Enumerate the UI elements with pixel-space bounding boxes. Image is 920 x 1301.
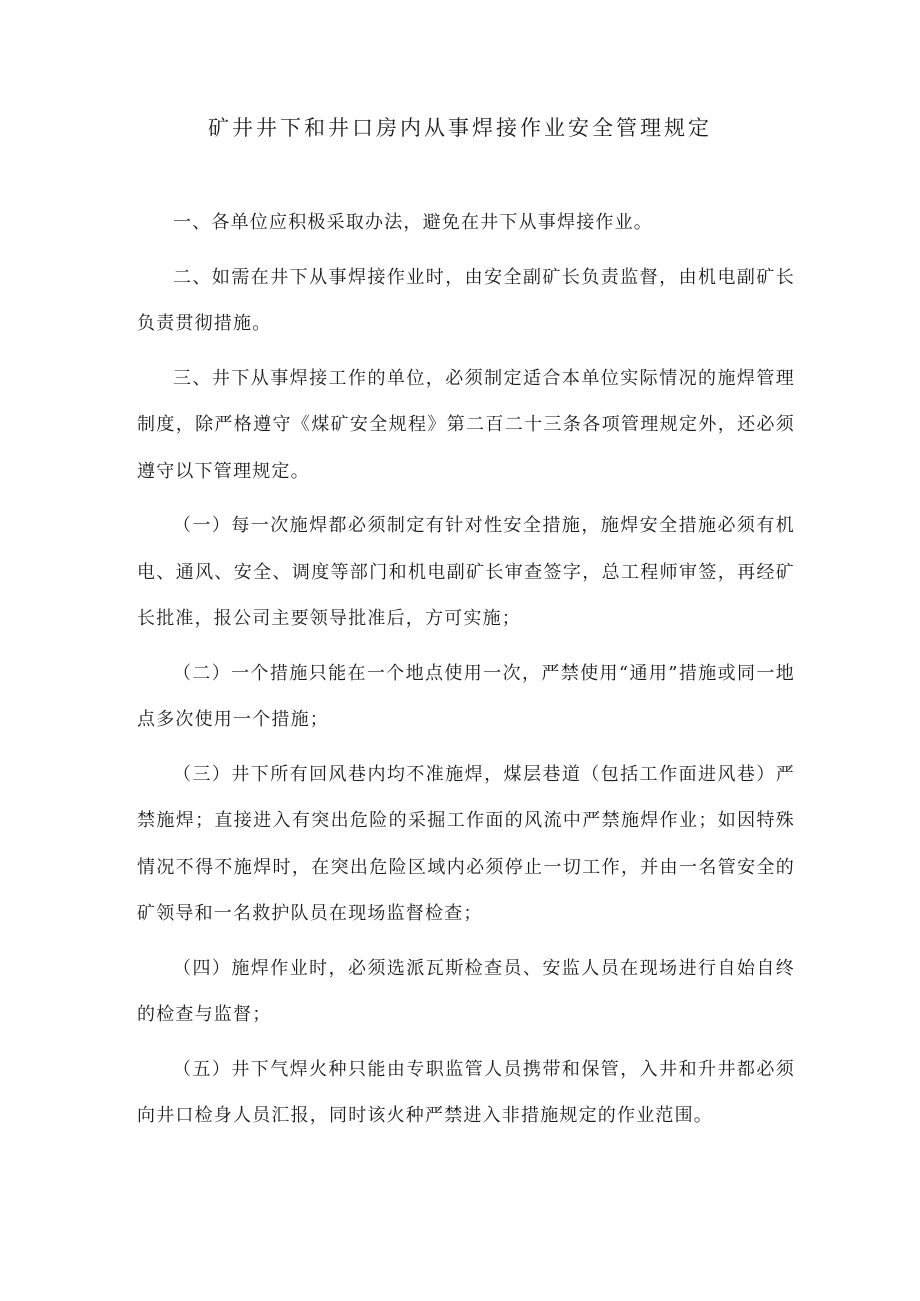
paragraph-2: 二、如需在井下从事焊接作业时，由安全副矿长负责监督，由机电副矿长负责贯彻措施。: [137, 266, 795, 334]
paragraph-7: （四）施焊作业时，必须选派瓦斯检查员、安监人员在现场进行自始自终的检查与监督；: [137, 957, 795, 1025]
paragraph-3: 三、井下从事焊接工作的单位，必须制定适合本单位实际情况的施焊管理制度，除严格遵守《煤矿安全规程》第二百二十三条各项管理规定外，还必须遵守以下管理规定。: [137, 367, 795, 482]
paragraph-5: （二）一个措施只能在一个地点使用一次，严禁使用“通用”措施或同一地点多次使用一个措施；: [137, 662, 795, 730]
paragraph-6: （三）井下所有回风巷内均不准施焊，煤层巷道（包括工作面进风巷）严禁施焊；直接进入有突出危险的采掘工作面的风流中严禁施焊作业；如因特殊情况不得不施焊时，在突出危险区域内必须停止一切工作，并由一名管安全的矿领导和一名救护队员在现场监督检查；: [137, 763, 795, 924]
paragraph-4: （一）每一次施焊都必须制定有针对性安全措施，施焊安全措施必须有机电、通风、安全、调度等部门和机电副矿长审查签字，总工程师审签，再经矿长批准，报公司主要领导批准后，方可实施；: [137, 515, 795, 629]
document-body: [137, 200, 795, 1148]
document-title: 矿井井下和井口房内从事焊接作业安全管理规定: [208, 116, 712, 140]
paragraph-8: （五）井下气焊火种只能由专职监管人员携带和保管，入井和升井都必须向井口检身人员汇报，同时该火种严禁进入非措施规定的作业范围。: [137, 1058, 795, 1126]
paragraph-1: 一、各单位应积极采取办法，避免在井下从事焊接作业。: [173, 212, 653, 233]
